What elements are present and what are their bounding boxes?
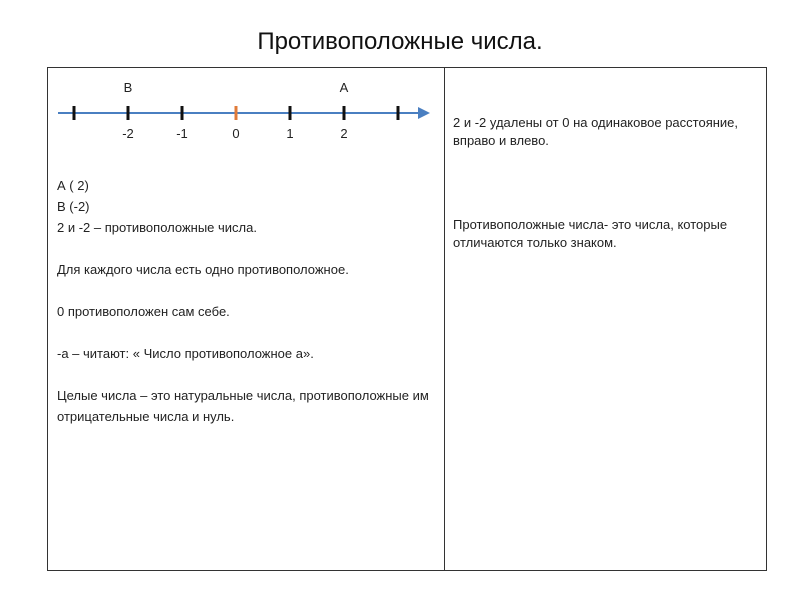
tick-label: -2 [122,126,134,141]
opposites-definition: Противоположные числа- это числа, которые отличаются только знаком. [453,217,728,250]
rule-reading: -а – читают: « Число противоположное а». [57,346,314,361]
axis-arrowhead [418,107,430,119]
number-line-diagram [54,76,434,146]
point-label-a: A [339,80,349,95]
right-column-text [453,114,758,252]
column-divider [444,67,445,571]
slide-title: Противоположные числа. [257,28,543,55]
tick-label: 2 [340,126,348,141]
point-b-coordinate: В (-2) [57,199,90,214]
opposites-statement: 2 и -2 – противоположные числа. [57,220,257,235]
point-labels-group [124,80,349,95]
rule-zero: 0 противоположен сам себе. [57,304,230,319]
tick-label: 1 [286,126,294,141]
distance-note: 2 и -2 удалены от 0 на одинаковое расстояние, вправо и влево. [453,115,739,148]
point-a-coordinate: А ( 2) [57,178,89,193]
left-column-text [57,175,437,427]
tick-label: 0 [232,126,240,141]
point-label-b: B [123,80,133,95]
tick-labels-group [122,126,347,141]
rule-each-number: Для каждого числа есть одно противоположное. [57,262,349,277]
integers-definition: Целые числа – это натуральные числа, противоположные им отрицательные числа и нуль. [57,388,429,424]
tick-label: -1 [176,126,188,141]
